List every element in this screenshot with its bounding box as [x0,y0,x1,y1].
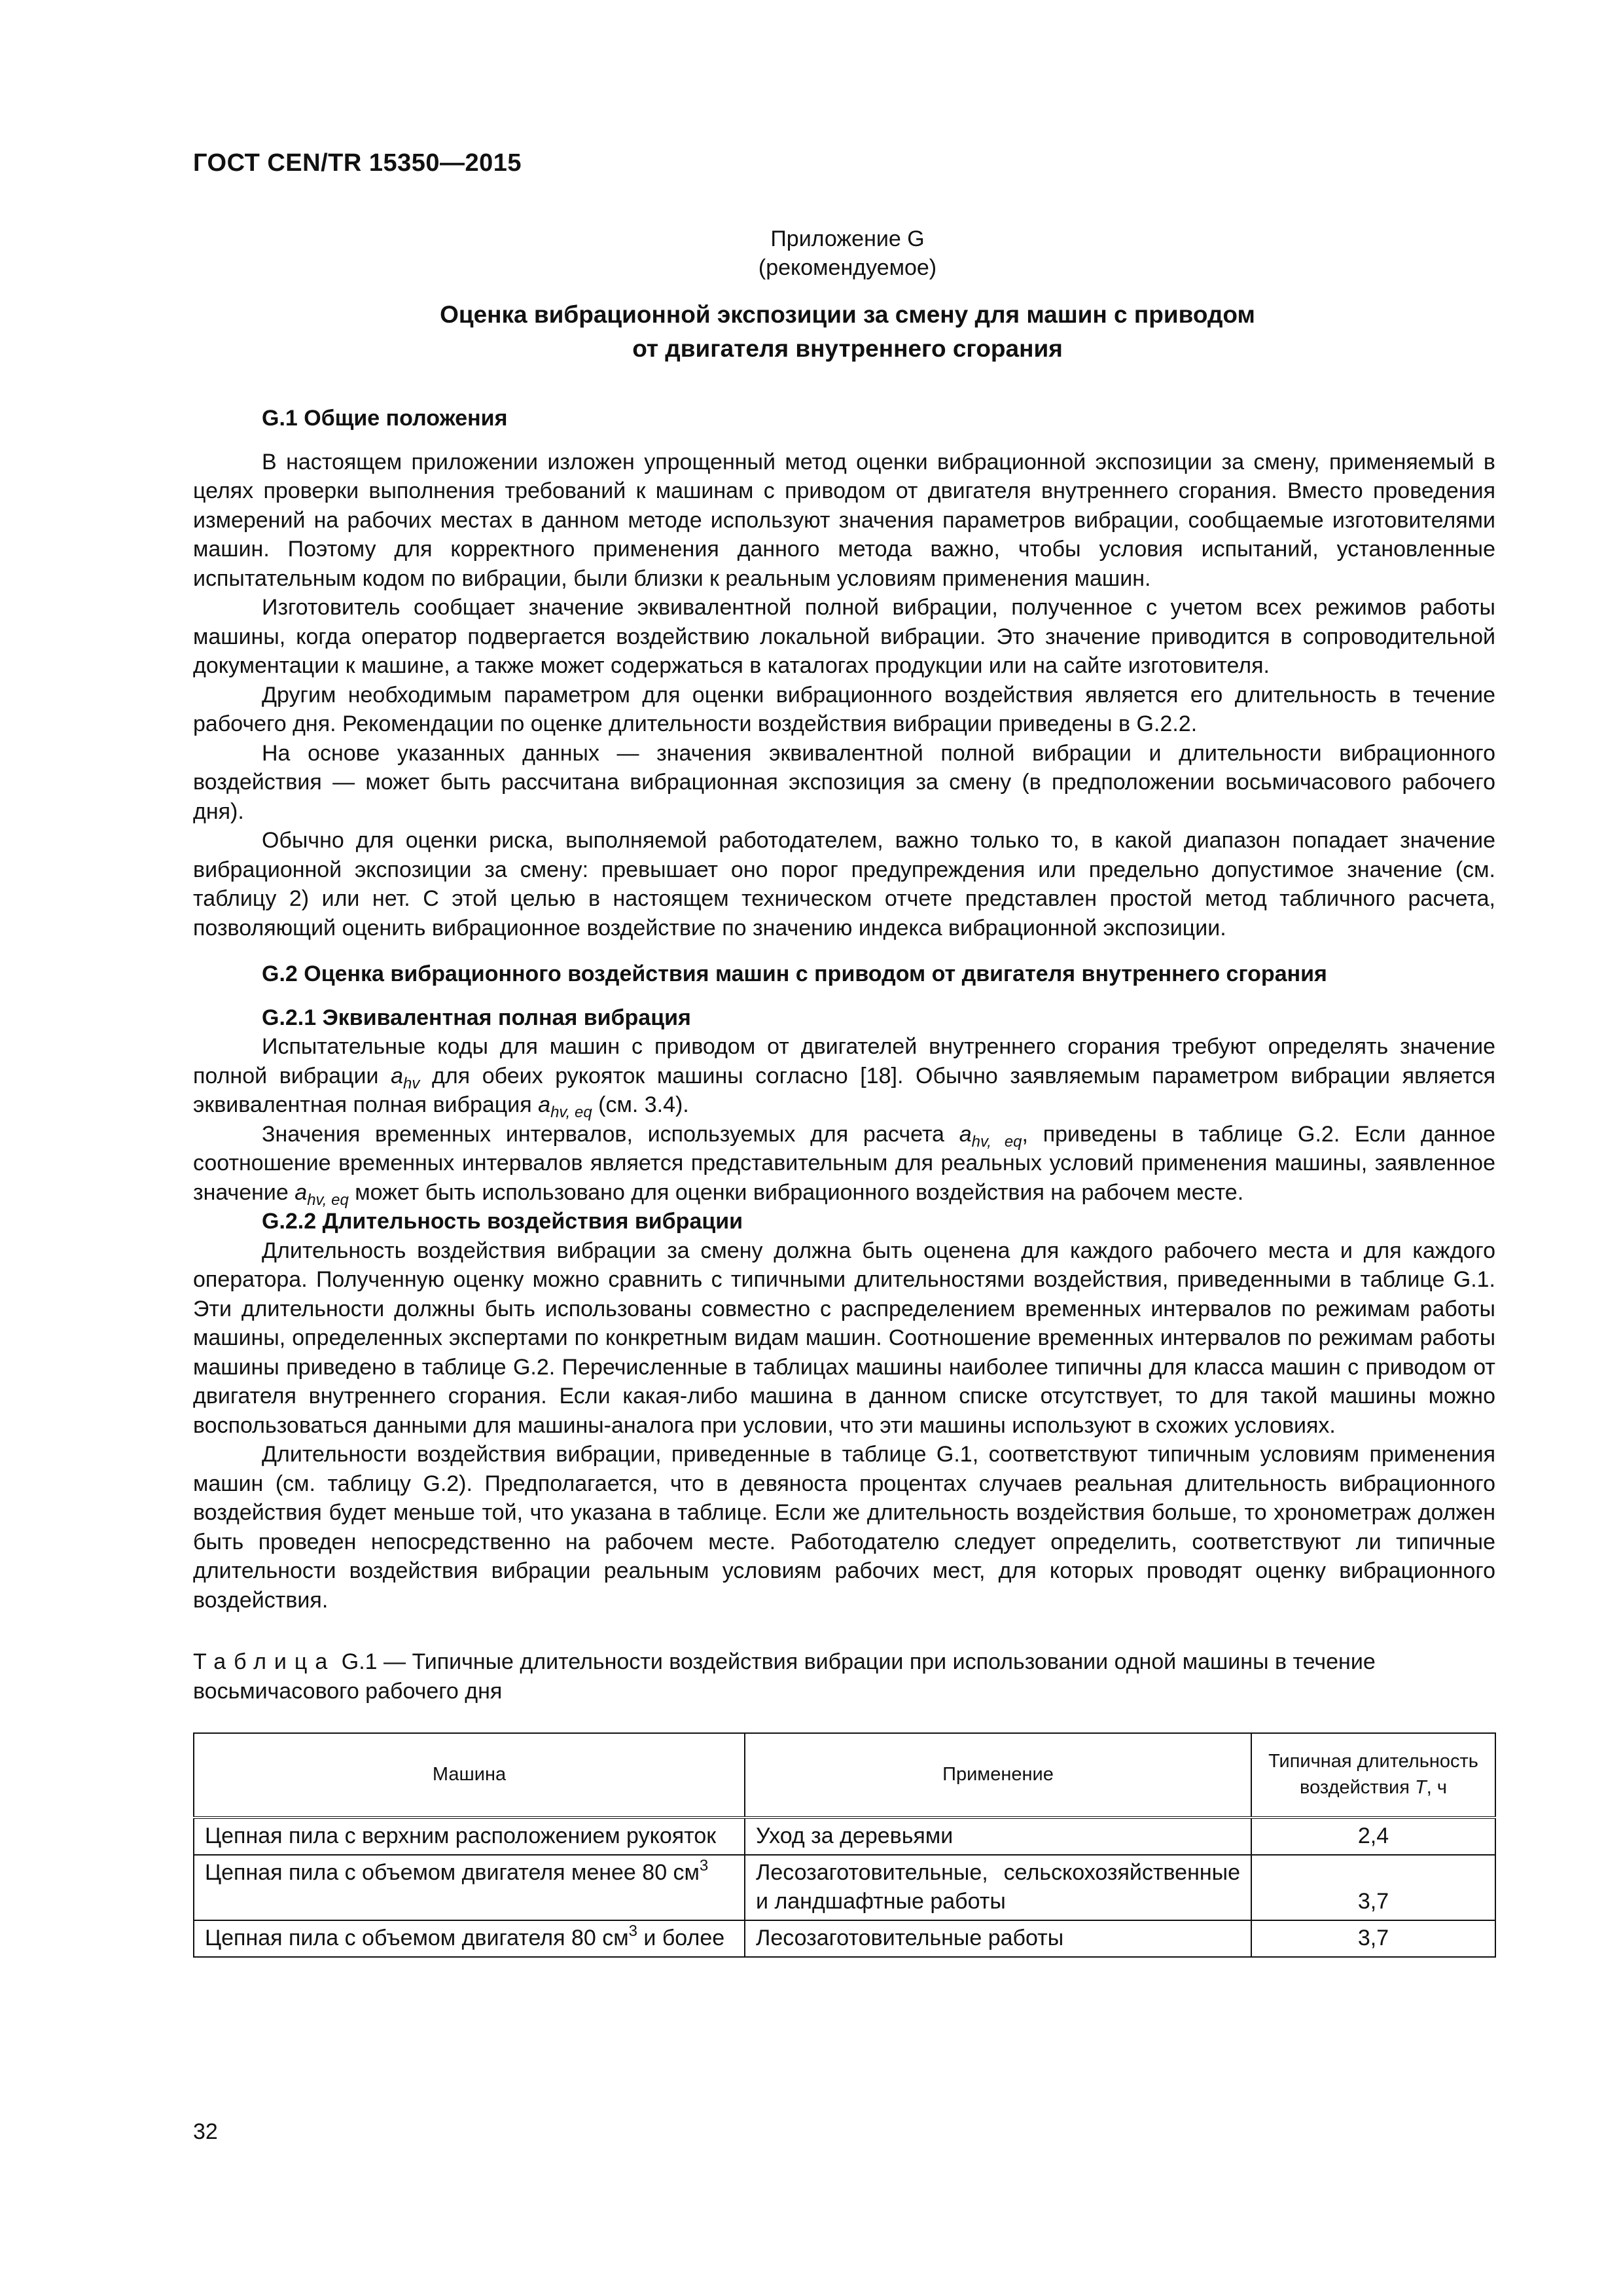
cell-machine: Цепная пила с верхним расположением рукояток [194,1818,745,1855]
column-header-duration: Типичная длительность воздействия T, ч [1251,1733,1495,1818]
paragraph: На основе указанных данных — значения эквивалентной полной вибрации и длительности вибрационного воздействия — может быть рассчитана вибрационная экспозиция за смену (в предположении восьмичасового рабочего дня). [193,740,1495,824]
section-g1-heading: G.1 Общие положения [262,406,508,431]
paragraph: Длительности воздействия вибрации, приведенные в таблице G.1, соответствуют типичным условиям применения машин (см. таблицу G.2). Предполагается, что в девяноста процентах случаев реальная длительность вибрационного воздействия будет меньше той, что указана в таблице. Если же длительность воздействия больше, то хронометраж должен быть проведен непосредственно на рабочем месте. Работодателю следует определить, соответствуют ли типичные длительности воздействия вибрации реальным условиям рабочих мест, для которых проводят оценку вибрационного воздействия. [193,1442,1495,1613]
table-caption: Таблица G.1 — Типичные длительности воздействия вибрации при использовании одной машины в течение восьмичасового рабочего дня [193,1649,1376,1704]
section-g21-heading: G.2.1 Эквивалентная полная вибрация [262,1005,691,1030]
table-g1 [193,1732,1496,1958]
page-number: 32 [193,2119,218,2144]
paragraph: Длительность воздействия вибрации за смену должна быть оценена для каждого рабочего места и для каждого оператора. Полученную оценку можно сравнить с типичными длительностями воздействия, приведенными в таблице G.1. Эти длительности должны быть использованы совместно с распределением временных интервалов по режимам работы машины, определенных экспертами по конкретным видам машин. Соотношение временных интервалов по режимам работы машины приведено в таблице G.2. Перечисленные в таблицах машины наиболее типичны для класса машин с приводом от двигателя внутреннего сгорания. Если какая-либо машина в данном списке отсутствует, то для такой машины можно воспользоваться данными для машины-аналога при условии, что эти машины используют в схожих условиях. [193,1238,1495,1438]
paragraph: Изготовитель сообщает значение эквивалентной полной вибрации, полученное с учетом всех режимов работы машины, когда оператор подвергается воздействию локальной вибрации. Это значение приводится в сопроводительной документации к машине, а также может содержаться в каталогах продукции или на сайте изготовителя. [193,595,1495,678]
cell-use: Лесозаготовительные работы [745,1920,1251,1957]
section-g2-heading: G.2 Оценка вибрационного воздействия машин с приводом от двигателя внутреннего сгорания [262,961,1327,986]
column-header-use: Применение [745,1733,1251,1818]
appendix-title [193,298,1502,366]
table-header-row [194,1733,1495,1818]
paragraph: Значения временных интервалов, используемых для расчета $a_{hv, eq}$, приведены в таблице G.2. Если данное соотношение временных интервалов является представительным для реальных условий применения машины, заявленное значение $a_{hv, eq}$ может быть использовано для оценки вибрационного воздействия на рабочем месте. [193,1121,1495,1209]
paragraph: Испытательные коды для машин с приводом от двигателей внутреннего сгорания требуют определять значение полной вибрации $a_{hv}$ для обеих рукояток машины согласно [18]. Обычно заявляемым параметром вибрации является эквивалентная полная вибрация $a_{hv, eq}$ (см. 3.4). [193,1034,1495,1121]
cell-machine: Цепная пила с объемом двигателя менее 80 $см^3$ [194,1855,745,1920]
cell-duration: 3,7 [1251,1920,1495,1957]
table-row [194,1855,1495,1920]
column-header-machine: Машина [194,1733,745,1818]
appendix-title-line1: Оценка вибрационной экспозиции за смену для машин с приводом [440,301,1255,328]
paragraph: Обычно для оценки риска, выполняемой работодателем, важно только то, в какой диапазон попадает значение вибрационной экспозиции за смену: превышает оно порог предупреждения или предельно допустимое значение (см. таблицу 2) или нет. С этой целью в настоящем техническом отчете представлен простой метод табличного расчета, позволяющий оценить вибрационное воздействие по значению индекса вибрационной экспозиции. [193,828,1495,941]
document-header: ГОСТ CEN/TR 15350—2015 [193,149,522,177]
cell-use: Уход за деревьями [745,1818,1251,1855]
document-body [193,404,1495,1615]
cell-duration: 3,7 [1251,1855,1495,1920]
paragraph: Другим необходимым параметром для оценки вибрационного воздействия является его длительность в течение рабочего дня. Рекомендации по оценке длительности воздействия вибрации приведены в G.2.2. [193,682,1495,736]
cell-duration: 2,4 [1251,1818,1495,1855]
appendix-status: (рекомендуемое) [758,255,937,280]
cell-machine: Цепная пила с объемом двигателя 80 $см^3$ и более [194,1920,745,1957]
table-row [194,1818,1495,1855]
table-row [194,1920,1495,1957]
cell-use: Лесозаготовительные, сельскохозяйственные и ландшафтные работы [745,1855,1251,1920]
section-g22-heading: G.2.2 Длительность воздействия вибрации [262,1209,743,1234]
appendix-label: Приложение G [770,226,925,251]
paragraph: В настоящем приложении изложен упрощенный метод оценки вибрационной экспозиции за смену, применяемый в целях проверки выполнения требований к машинам с приводом от двигателя внутреннего сгорания. Вместо проведения измерений на рабочих местах в данном методе используют значения параметров вибрации, сообщаемые изготовителями машин. Поэтому для корректного применения данного метода важно, чтобы условия испытаний, установленные испытательным кодом по вибрации, были близки к реальным условиям применения машин. [193,449,1495,591]
appendix-label-block [193,224,1502,282]
appendix-title-line2: от двигателя внутреннего сгорания [632,335,1063,362]
